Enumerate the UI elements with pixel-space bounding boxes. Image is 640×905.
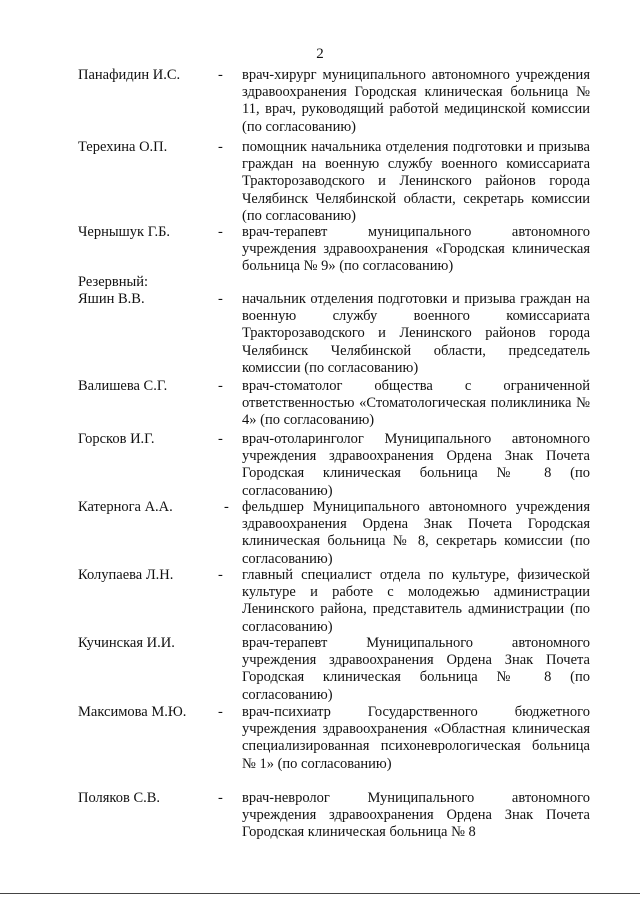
member-position: врач-невролог Муниципального автономного учреждения здравоохранения Ордена Знак Почета Городская клиническая больница № 8 [242, 790, 590, 841]
dash-separator: - [218, 431, 223, 447]
dash-separator: - [218, 378, 223, 394]
dash-separator: - [218, 67, 223, 83]
member-position: фельдшер Муниципального автономного учреждения здравоохранения Ордена Знак Почета Городская клиническая больница № 8, секретарь комиссии (по согласованию) [242, 499, 590, 567]
member-position: врач-отоларинголог Муниципального автономного учреждения здравоохранения Ордена Знак Почета Городская клиническая больница № 8 (по согласованию) [242, 431, 590, 499]
member-name: Максимова М.Ю. [78, 704, 187, 720]
member-position: врач-терапевт Муниципального автономного учреждения здравоохранения Ордена Знак Почета Городская клиническая больница № 8 (по согласованию) [242, 635, 590, 703]
member-position: главный специалист отдела по культуре, физической культуре и работе с молодежью администрации Ленинского района, представитель администрации (по согласованию) [242, 567, 590, 635]
dash-separator: - [224, 499, 229, 515]
member-name: Панафидин И.С. [78, 67, 181, 83]
member-name: Горсков И.Г. [78, 431, 155, 447]
dash-separator: - [218, 790, 223, 806]
reserve-section-label: Резервный: [78, 274, 149, 290]
member-name: Кучинская И.И. [78, 635, 175, 651]
member-position: начальник отделения подготовки и призыва граждан на военную службу военного комиссариата Тракторозаводского и Ленинского районов города Челябинск Челябинской области, председатель комиссии (по согласованию) [242, 291, 590, 376]
member-name: Поляков С.В. [78, 790, 161, 806]
page-bottom-rule [0, 893, 640, 894]
member-position: врач-стоматолог общества с ограниченной ответственностью «Стоматологическая поликлиника № 4» (по согласованию) [242, 378, 590, 429]
member-position: врач-психиатр Государственного бюджетного учреждения здравоохранения «Областная клиническая специализированная психоневрологическая больница № 1» (по согласованию) [242, 704, 590, 772]
member-name: Терехина О.П. [78, 139, 168, 155]
member-name: Валишева С.Г. [78, 378, 168, 394]
member-position: помощник начальника отделения подготовки и призыва граждан на военную службу военного комиссариата Тракторозаводского и Ленинского районов города Челябинск Челябинской области, секретарь комиссии (по согласованию) [242, 139, 590, 224]
member-name: Колупаева Л.Н. [78, 567, 174, 583]
member-name: Чернышук Г.Б. [78, 224, 171, 240]
dash-separator: - [218, 704, 223, 720]
member-position: врач-хирург муниципального автономного учреждения здравоохранения Городская клиническая больница № 11, врач, руководящий работой медицинской комиссии (по согласованию) [242, 67, 590, 135]
member-name: Яшин В.В. [78, 291, 145, 307]
member-name: Катернога А.А. [78, 499, 173, 515]
dash-separator: - [218, 139, 223, 155]
dash-separator: - [218, 291, 223, 307]
dash-separator: - [218, 224, 223, 240]
page-number: 2 [316, 46, 324, 62]
dash-separator: - [218, 567, 223, 583]
member-position: врач-терапевт муниципального автономного учреждения здравоохранения «Городская клиническая больница № 9» (по согласованию) [242, 224, 590, 275]
